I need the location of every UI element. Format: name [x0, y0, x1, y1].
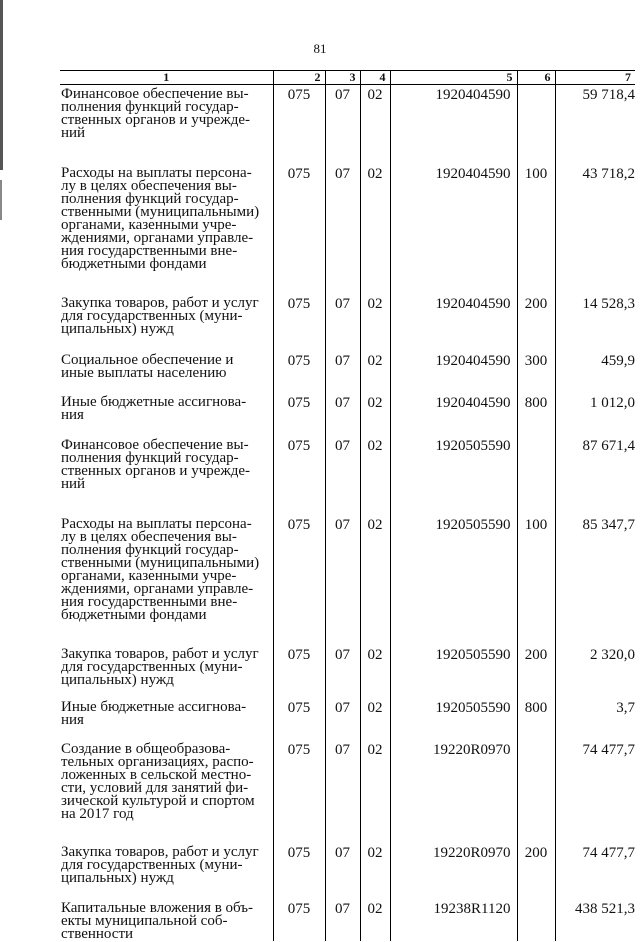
row-name-line: ципальных) нужд [61, 672, 174, 688]
row-name-line: полнения функций государ- [61, 191, 239, 207]
row-ministry-code: 075 [273, 85, 325, 141]
row-name-line: тельных организациях, распо- [61, 754, 254, 770]
row-name-line: Иные бюджетные ассигнова- [61, 394, 247, 410]
row-name-line: екты муниципальной соб- [61, 913, 228, 929]
table-row [60, 491, 635, 622]
row-target-code: 1920404590 [390, 85, 517, 141]
row-expense-type [517, 85, 555, 141]
table-row [60, 422, 635, 491]
row-subsection-code: 02 [360, 885, 390, 941]
row-expense-type [517, 885, 555, 941]
row-ministry-code: 075 [273, 336, 325, 380]
row-ministry-code: 075 [273, 821, 325, 885]
row-target-code: 1920404590 [390, 271, 517, 336]
row-section-code: 07 [325, 687, 360, 727]
row-expense-type: 300 [517, 336, 555, 380]
row-expense-type: 200 [517, 271, 555, 336]
row-section-code: 07 [325, 622, 360, 687]
row-name-line: Закупка товаров, работ и услуг [61, 295, 259, 311]
row-name-line: Иные бюджетные ассигнова- [61, 699, 247, 715]
row-name-line: Закупка товаров, работ и услуг [61, 646, 259, 662]
table-row [60, 687, 635, 727]
row-name [60, 271, 273, 336]
row-target-code: 1920505590 [390, 491, 517, 622]
row-section-code: 07 [325, 821, 360, 885]
row-name-line: Расходы на выплаты персона- [61, 516, 252, 532]
row-name [60, 140, 273, 271]
row-name-line: сти, условий для занятий фи- [61, 780, 249, 796]
row-subsection-code: 02 [360, 821, 390, 885]
row-name-lines [61, 648, 269, 687]
row-name-lines [61, 297, 269, 336]
row-name-line: бюджетными фондами [61, 256, 207, 272]
row-name-lines [61, 88, 269, 140]
table-row [60, 885, 635, 941]
row-section-code: 07 [325, 727, 360, 821]
row-section-code: 07 [325, 140, 360, 271]
row-name-line: зической культурой и спортом [61, 793, 255, 809]
row-name-line: ственных органов и учрежде- [61, 112, 251, 128]
row-target-code: 1920505590 [390, 422, 517, 491]
row-name-line: Социальное обеспечение и [61, 352, 234, 368]
row-expense-type: 200 [517, 821, 555, 885]
row-name-line: лу в целях обеспечения вы- [61, 529, 237, 545]
row-ministry-code: 075 [273, 491, 325, 622]
row-name-line: органами, казенными учре- [61, 217, 237, 233]
row-target-code: 1920505590 [390, 687, 517, 727]
header-row [60, 71, 635, 85]
row-name-line: для государственных (муни- [61, 857, 243, 873]
row-amount: 14 528,3 [555, 271, 635, 336]
row-expense-type [517, 422, 555, 491]
row-name-line: для государственных (муни- [61, 659, 243, 675]
row-target-code: 19220R0970 [390, 727, 517, 821]
table-row [60, 271, 635, 336]
row-name [60, 687, 273, 727]
row-subsection-code: 02 [360, 491, 390, 622]
row-name-line: ложенных в сельской местно- [61, 767, 252, 783]
row-name-lines [61, 518, 269, 622]
table-row [60, 140, 635, 271]
row-amount: 3,7 [555, 687, 635, 727]
table-row [60, 336, 635, 380]
row-target-code: 1920404590 [390, 336, 517, 380]
row-name-line: ний [61, 476, 86, 492]
row-name-line: ципальных) нужд [61, 321, 174, 337]
row-name-line: ния государственными вне- [61, 243, 238, 259]
row-expense-type: 200 [517, 622, 555, 687]
row-expense-type: 800 [517, 687, 555, 727]
header-col-4: 4 [360, 71, 390, 85]
row-expense-type: 800 [517, 380, 555, 422]
row-ministry-code: 075 [273, 271, 325, 336]
row-amount: 74 477,7 [555, 821, 635, 885]
budget-table [60, 70, 635, 941]
row-subsection-code: 02 [360, 336, 390, 380]
row-section-code: 07 [325, 336, 360, 380]
row-ministry-code: 075 [273, 622, 325, 687]
row-name-line: лу в целях обеспечения вы- [61, 178, 237, 194]
row-name [60, 422, 273, 491]
row-name [60, 491, 273, 622]
row-name-line: Капитальные вложения в объ- [61, 900, 254, 916]
row-name [60, 85, 273, 141]
row-name-line: ния [61, 407, 84, 423]
row-expense-type [517, 727, 555, 821]
header-col-3: 3 [325, 71, 360, 85]
row-name [60, 885, 273, 941]
row-name [60, 821, 273, 885]
row-name-line: Финансовое обеспечение вы- [61, 86, 249, 102]
row-name-line: ния [61, 712, 84, 728]
row-amount: 85 347,7 [555, 491, 635, 622]
row-name-line: полнения функций государ- [61, 450, 239, 466]
row-name-line: Закупка товаров, работ и услуг [61, 844, 259, 860]
row-ministry-code: 075 [273, 422, 325, 491]
row-target-code: 19238R1120 [390, 885, 517, 941]
row-name-line: ственными (муниципальными) [61, 555, 260, 571]
row-name-line: на 2017 год [61, 806, 134, 822]
row-subsection-code: 02 [360, 140, 390, 271]
row-name-line: органами, казенными учре- [61, 568, 237, 584]
row-ministry-code: 075 [273, 380, 325, 422]
row-section-code: 07 [325, 422, 360, 491]
row-name-line: полнения функций государ- [61, 542, 239, 558]
row-subsection-code: 02 [360, 687, 390, 727]
table-row [60, 821, 635, 885]
row-name-line: полнения функций государ- [61, 99, 239, 115]
row-name-lines [61, 167, 269, 271]
row-amount: 87 671,4 [555, 422, 635, 491]
row-subsection-code: 02 [360, 271, 390, 336]
row-amount: 43 718,2 [555, 140, 635, 271]
row-target-code: 1920404590 [390, 380, 517, 422]
row-name [60, 336, 273, 380]
row-name-line: ждениями, органами управле- [61, 581, 254, 597]
row-amount: 459,9 [555, 336, 635, 380]
row-ministry-code: 075 [273, 140, 325, 271]
row-subsection-code: 02 [360, 85, 390, 141]
row-section-code: 07 [325, 85, 360, 141]
row-name-lines [61, 846, 269, 885]
row-name-line: ципальных) нужд [61, 870, 174, 886]
row-amount: 1 012,0 [555, 380, 635, 422]
row-name-line: Создание в общеобразова- [61, 741, 231, 757]
row-target-code: 1920505590 [390, 622, 517, 687]
header-col-5: 5 [390, 71, 517, 85]
table-row [60, 380, 635, 422]
row-name-lines [61, 743, 269, 821]
header-col-2: 2 [273, 71, 325, 85]
row-amount: 59 718,4 [555, 85, 635, 141]
table-body [60, 85, 635, 942]
row-name-line: ственных органов и учрежде- [61, 463, 251, 479]
table-row [60, 85, 635, 141]
page-number: 81 [313, 41, 327, 56]
row-name-line: ний [61, 125, 86, 141]
scan-left-edge [0, 0, 3, 170]
row-subsection-code: 02 [360, 622, 390, 687]
row-subsection-code: 02 [360, 422, 390, 491]
row-expense-type: 100 [517, 491, 555, 622]
row-section-code: 07 [325, 271, 360, 336]
row-name-line: бюджетными фондами [61, 607, 207, 623]
row-name-line: для государственных (муни- [61, 308, 243, 324]
row-target-code: 19220R0970 [390, 821, 517, 885]
table-row [60, 622, 635, 687]
row-name-line: иные выплаты населению [61, 365, 227, 381]
row-name-lines [61, 439, 269, 491]
scan-left-edge-mark [0, 180, 2, 220]
row-name-lines [61, 701, 269, 727]
row-name-line: ственности [61, 926, 134, 942]
row-name-lines [61, 396, 269, 422]
row-section-code: 07 [325, 491, 360, 622]
table-row [60, 727, 635, 821]
row-amount: 438 521,3 [555, 885, 635, 941]
row-subsection-code: 02 [360, 380, 390, 422]
header-col-6: 6 [517, 71, 555, 85]
row-expense-type: 100 [517, 140, 555, 271]
row-ministry-code: 075 [273, 687, 325, 727]
row-ministry-code: 075 [273, 727, 325, 821]
row-section-code: 07 [325, 885, 360, 941]
row-name [60, 380, 273, 422]
row-subsection-code: 02 [360, 727, 390, 821]
row-target-code: 1920404590 [390, 140, 517, 271]
row-ministry-code: 075 [273, 885, 325, 941]
row-amount: 2 320,0 [555, 622, 635, 687]
header-col-7: 7 [555, 71, 635, 85]
row-name [60, 727, 273, 821]
row-name-line: ственными (муниципальными) [61, 204, 260, 220]
row-name-lines [61, 354, 269, 380]
row-name-line: Расходы на выплаты персона- [61, 165, 252, 181]
header-col-1: 1 [60, 71, 273, 85]
row-name-line: ния государственными вне- [61, 594, 238, 610]
row-name [60, 622, 273, 687]
row-amount: 74 477,7 [555, 727, 635, 821]
row-name-lines [61, 902, 269, 941]
row-section-code: 07 [325, 380, 360, 422]
row-name-line: Финансовое обеспечение вы- [61, 437, 249, 453]
row-name-line: ждениями, органами управле- [61, 230, 254, 246]
